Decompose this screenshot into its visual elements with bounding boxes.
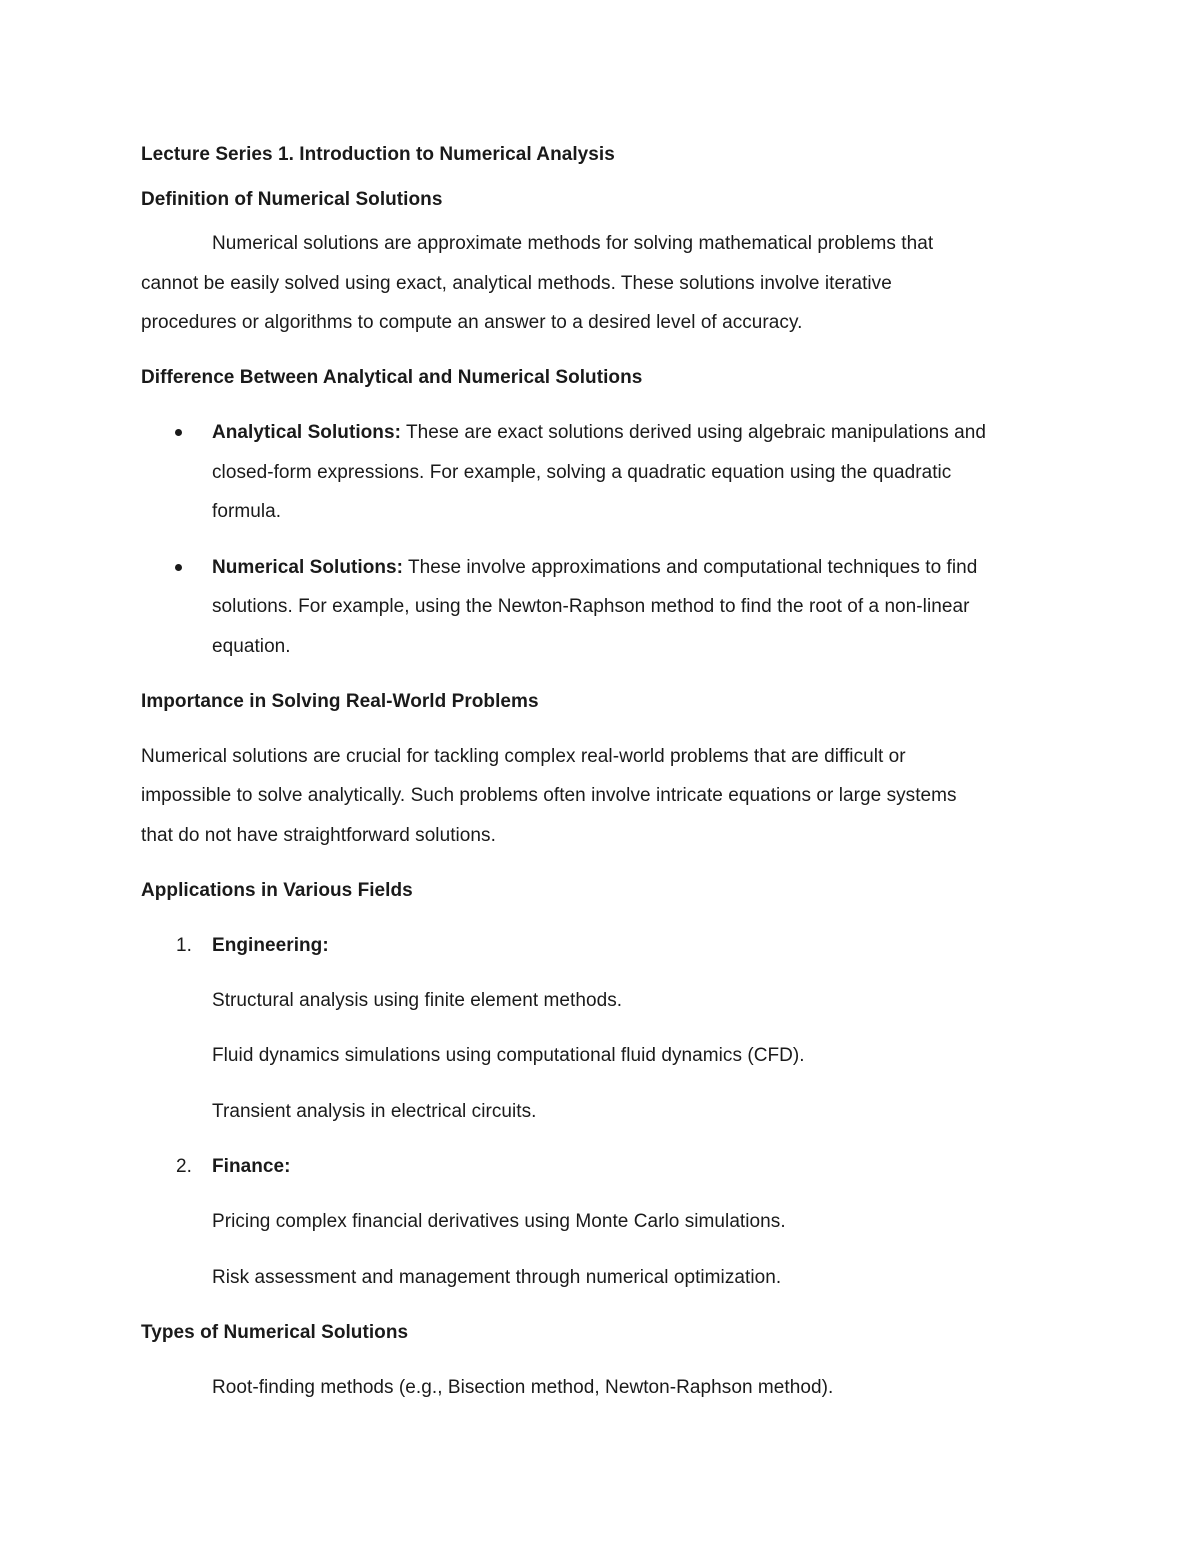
bullet-label: Numerical Solutions: <box>212 557 404 578</box>
section-heading-difference: Difference Between Analytical and Numerical Solutions <box>141 367 643 388</box>
list-subitem: Risk assessment and management through numerical optimization. <box>212 1267 782 1288</box>
section-heading-importance: Importance in Solving Real-World Problems <box>141 691 539 712</box>
list-subitem: Fluid dynamics simulations using computational fluid dynamics (CFD). <box>212 1045 805 1066</box>
list-subitem: Pricing complex financial derivatives using Monte Carlo simulations. <box>212 1211 786 1232</box>
list-subitem: Structural analysis using finite element methods. <box>212 990 623 1011</box>
list-subitem: Transient analysis in electrical circuits. <box>212 1101 537 1122</box>
bullet-item-analytical <box>212 421 986 445</box>
bullet-item-numerical <box>212 556 977 580</box>
paragraph-line: Numerical solutions are crucial for tackling complex real-world problems that are difficult or <box>141 746 906 767</box>
bullet-line: formula. <box>212 501 282 522</box>
section-heading-applications: Applications in Various Fields <box>141 880 413 901</box>
bullet-text: These are exact solutions derived using algebraic manipulations and <box>400 422 986 443</box>
list-subitem: Root-finding methods (e.g., Bisection method, Newton-Raphson method). <box>212 1377 834 1398</box>
paragraph-line: procedures or algorithms to compute an answer to a desired level of accuracy. <box>141 312 803 333</box>
paragraph-line: impossible to solve analytically. Such problems often involve intricate equations or large systems <box>141 785 957 806</box>
bullet-line: equation. <box>212 636 291 657</box>
bullet-dot <box>175 429 182 436</box>
list-number: 1. <box>176 935 192 956</box>
bullet-text: These involve approximations and computational techniques to find <box>403 557 978 578</box>
section-heading-types: Types of Numerical Solutions <box>141 1322 409 1343</box>
bullet-line: closed-form expressions. For example, solving a quadratic equation using the quadratic <box>212 462 952 483</box>
bullet-label: Analytical Solutions: <box>212 422 401 443</box>
paragraph-line: that do not have straightforward solutions. <box>141 825 496 846</box>
document-title: Lecture Series 1. Introduction to Numerical Analysis <box>141 144 615 165</box>
paragraph-line: Numerical solutions are approximate methods for solving mathematical problems that <box>212 233 934 254</box>
list-item-engineering: Engineering: <box>212 935 329 956</box>
list-number: 2. <box>176 1156 192 1177</box>
paragraph-line: cannot be easily solved using exact, analytical methods. These solutions involve iterative <box>141 273 892 294</box>
section-heading-definition: Definition of Numerical Solutions <box>141 189 443 210</box>
bullet-dot <box>175 564 182 571</box>
list-item-finance: Finance: <box>212 1156 291 1177</box>
bullet-line: solutions. For example, using the Newton-Raphson method to find the root of a non-linear <box>212 596 970 617</box>
